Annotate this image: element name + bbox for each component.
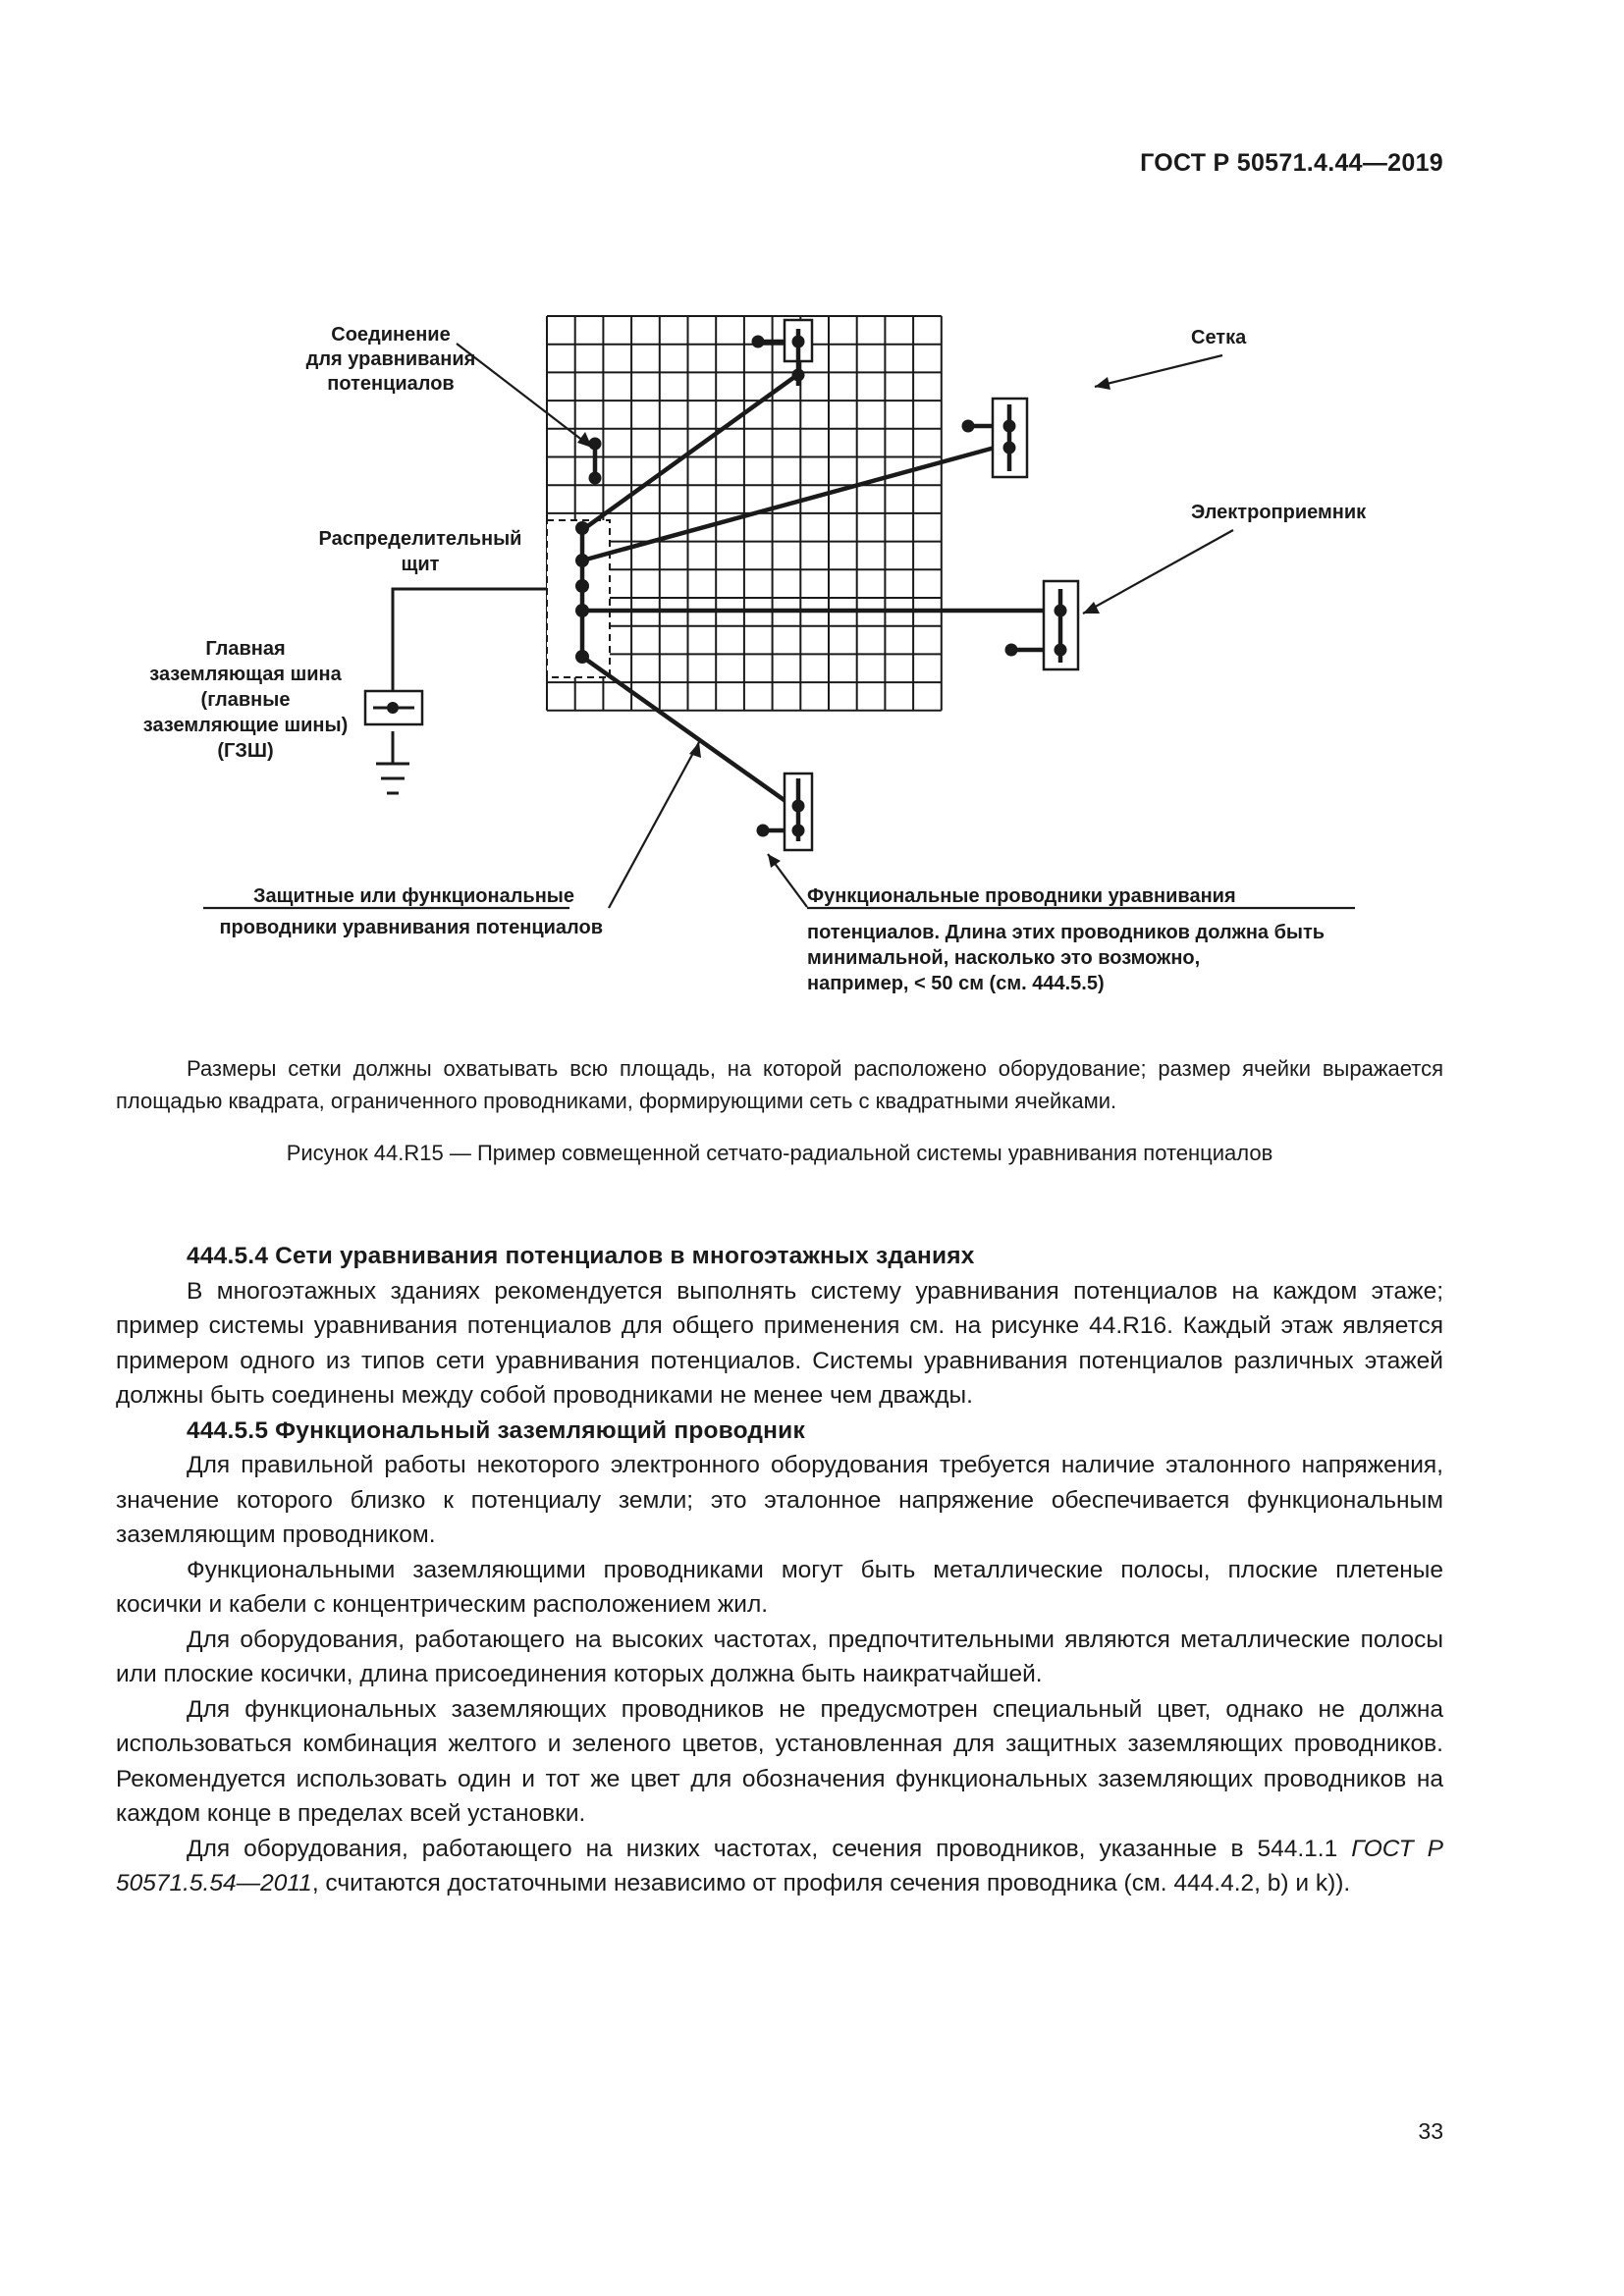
paragraph: Для функциональных заземляющих проводников не предусмотрен специальный цвет, однако не должна использоваться комбинация желтого и зеленого цветов, установленная для защитных заземляющих проводников. Рекомендуется использовать один и тот же цвет для обозначения функциональных заземляющих проводников на каждом конце в пределах всей установки. <box>116 1695 1443 1827</box>
label-protective-line2: проводники уравнивания потенциалов <box>219 917 603 938</box>
radial-conductor-upper-right <box>582 448 995 561</box>
label-main-bus-line5: (ГЗШ) <box>217 740 274 762</box>
body-text <box>116 1239 1443 1901</box>
label-functional-line1: Функциональные проводники уравнивания <box>807 885 1236 907</box>
label-main-bus-line3: (главные <box>200 689 291 711</box>
label-mesh: Сетка <box>1191 327 1247 348</box>
leader-arrowheads <box>577 377 1110 868</box>
page-number: 33 <box>1418 2118 1443 2144</box>
paragraph: Функциональными заземляющими проводниками могут быть металлические полосы, плоские плетеные косички и кабели с концентрическим расположением жил. <box>116 1556 1443 1618</box>
figure-note: Размеры сетки должны охватывать всю площадь, на которой расположено оборудование; размер ячейки выражается площадью квадрата, ограниченного проводниками, формирующими сеть с квадратными ячейками. <box>116 1056 1443 1113</box>
document-header: ГОСТ Р 50571.4.44—2019 <box>1140 149 1443 177</box>
label-panel-line1: Распределительный <box>318 528 522 550</box>
label-protective-line1: Защитные или функциональные <box>252 885 574 907</box>
section-heading-444-5-4: 444.5.4 Сети уравнивания потенциалов в многоэтажных зданиях <box>187 1243 975 1269</box>
label-functional-line4: например, < 50 см (см. 444.5.5) <box>807 973 1105 994</box>
paragraph-text: , считаются достаточными независимо от профиля сечения проводника (см. 444.4.2, b) и k)). <box>311 1870 1351 1896</box>
label-main-bus-line2: заземляющая шина <box>149 664 342 685</box>
label-connection-line2: для уравнивания <box>305 348 476 370</box>
paragraph <box>116 1832 1443 1901</box>
paragraph: Для правильной работы некоторого электронного оборудования требуется наличие эталонного напряжения, значение которого близко к потенциалу земли; это эталонное напряжение обеспечивается функциональным заземляющим проводником. <box>116 1452 1443 1548</box>
label-receiver: Электроприемник <box>1191 502 1367 523</box>
radial-conductor-top <box>582 375 797 530</box>
label-functional-line2: потенциалов. Длина этих проводников должна быть <box>807 922 1326 943</box>
section-heading-444-5-5: 444.5.5 Функциональный заземляющий проводник <box>187 1416 805 1444</box>
label-connection-line1: Соединение <box>331 324 451 346</box>
electrical-receiver-right <box>1044 581 1078 669</box>
electrical-receiver-upper-right <box>993 399 1027 477</box>
label-main-bus-line1: Главная <box>205 638 286 660</box>
paragraph-text: Для оборудования, работающего на низких частотах, сечения проводников, указанные в 544.1.1 <box>187 1835 1352 1862</box>
label-connection-line3: потенциалов <box>327 373 455 395</box>
conductors <box>582 342 1060 830</box>
paragraph: Для оборудования, работающего на высоких частотах, предпочтительными являются металлические полосы или плоские косички, длина присоединения которых должна быть наикратчайшей. <box>116 1626 1443 1687</box>
label-panel-line2: щит <box>401 554 440 575</box>
label-functional-line3: минимальной, насколько это возможно, <box>807 947 1201 969</box>
standard-reference: ГОСТ Р 50571.5.54—2011 <box>116 1835 1443 1896</box>
paragraph: В многоэтажных зданиях рекомендуется выполнять систему уравнивания потенциалов на каждом этаже; пример системы уравнивания потенциалов для общего применения см. на рисунке 44.R16. Каждый этаж является примером одного из типов сети уравнивания потенциалов. Системы уравнивания потенциалов различных этажей должны быть соединены между собой проводниками не менее чем дважды. <box>116 1277 1443 1409</box>
diagram-figure <box>0 0 1624 1041</box>
label-main-bus-line4: заземляющие шины) <box>142 715 349 736</box>
figure-title: Рисунок 44.R15 — Пример совмещенной сетчато-радиальной системы уравнивания потенциалов <box>286 1141 1273 1165</box>
